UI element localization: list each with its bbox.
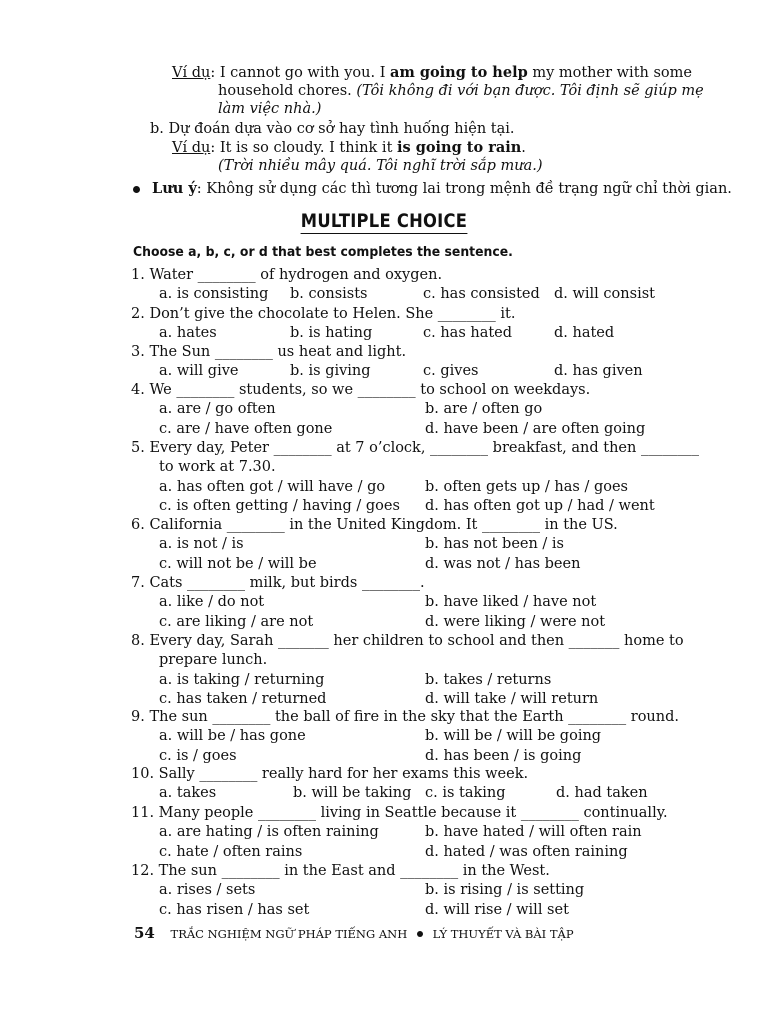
rule-b: b. Dự đoán dựa vào cơ sở hay tình huống hiện tại. xyxy=(150,121,515,137)
example-label: Ví dụ xyxy=(172,65,211,81)
question-1: 1. Water ________ of hydrogen and oxygen. xyxy=(131,267,443,283)
option-b: b. will be / will be going xyxy=(425,728,602,745)
option-b: b. is rising / is setting xyxy=(425,882,585,899)
example-1-emphasis: am going to help xyxy=(390,64,528,81)
question-2: 2. Don’t give the chocolate to Helen. She ________ it. xyxy=(131,306,516,322)
note-label: Lưu ý xyxy=(152,180,197,197)
option-c: c. is often getting / having / goes xyxy=(159,497,400,514)
option-b: b. has not been / is xyxy=(425,536,565,553)
option-d: d. will consist xyxy=(554,286,655,303)
option-b: b. is giving xyxy=(290,363,371,380)
bullet-icon xyxy=(417,931,423,937)
bullet-icon xyxy=(133,186,140,193)
question-11: 11. Many people ________ living in Seattle because it ________ continually. xyxy=(131,805,668,821)
question-9: 9. The sun ________ the ball of fire in the sky that the Earth ________ round. xyxy=(131,709,679,725)
example-1-translation-b: làm việc nhà.) xyxy=(218,101,322,117)
note-line xyxy=(152,180,732,198)
example-2-emphasis: is going to rain xyxy=(397,139,522,156)
option-a: a. are / go often xyxy=(159,401,276,418)
example-2-line-1 xyxy=(172,139,526,157)
option-b: b. are / often go xyxy=(425,401,543,418)
section-title-text: MULTIPLE CHOICE xyxy=(300,210,468,232)
option-a: a. is taking / returning xyxy=(159,671,325,688)
example-2-text: : It is so cloudy. I think it xyxy=(210,140,398,156)
option-b: b. takes / returns xyxy=(425,671,552,688)
option-c: c. are liking / are not xyxy=(159,613,314,630)
option-b: b. will be taking xyxy=(293,785,412,802)
option-c: c. has hated xyxy=(423,325,513,342)
footer-subtitle: LÝ THUYẾT VÀ BÀI TẬP xyxy=(432,927,574,941)
option-a: a. will be / has gone xyxy=(159,728,306,745)
question-5: 5. Every day, Peter ________ at 7 o’clock, ________ breakfast, and then ________ xyxy=(131,440,699,456)
question-4: 4. We ________ students, so we ________ to school on weekdays. xyxy=(131,382,591,398)
option-d: d. hated xyxy=(554,325,615,342)
example-1-text-a: : I cannot go with you. I xyxy=(210,65,391,81)
option-d: d. has been / is going xyxy=(425,747,582,764)
instruction: Choose a, b, c, or d that best completes the sentence. xyxy=(133,244,513,260)
example-label: Ví dụ xyxy=(172,140,211,156)
question-8: 8. Every day, Sarah _______ her children to school and then _______ home to xyxy=(131,633,684,649)
option-a: a. is not / is xyxy=(159,536,244,553)
option-c: c. will not be / will be xyxy=(159,555,317,572)
page-number: 54 xyxy=(134,924,155,942)
question-10: 10. Sally ________ really hard for her exams this week. xyxy=(131,766,529,782)
option-d: d. has often got up / had / went xyxy=(425,497,655,514)
option-b: b. have hated / will often rain xyxy=(425,824,642,841)
option-a: a. are hating / is often raining xyxy=(159,824,379,841)
example-1-text-b: my mother with some xyxy=(527,65,692,81)
option-d: d. was not / has been xyxy=(425,555,581,572)
option-c: c. hate / often rains xyxy=(159,843,303,860)
option-b: b. have liked / have not xyxy=(425,594,597,611)
option-b: b. consists xyxy=(290,286,368,303)
question-12: 12. The sun ________ in the East and ________ in the West. xyxy=(131,863,550,879)
section-title xyxy=(54,210,714,232)
question-6: 6. California ________ in the United Kingdom. It ________ in the US. xyxy=(131,517,618,533)
option-d: d. had taken xyxy=(556,785,648,802)
option-a: a. is consisting xyxy=(159,286,269,303)
option-d: d. hated / was often raining xyxy=(425,843,628,860)
option-a: a. hates xyxy=(159,325,217,342)
option-c: c. has consisted xyxy=(423,286,540,303)
example-1-line-1 xyxy=(172,64,692,82)
question-7: 7. Cats ________ milk, but birds ________. xyxy=(131,575,425,591)
example-2-end: . xyxy=(521,140,526,156)
option-c: c. is taking xyxy=(425,785,506,802)
option-b: b. often gets up / has / goes xyxy=(425,478,628,495)
question-5-continued: to work at 7.30. xyxy=(159,459,276,476)
option-c: c. has taken / returned xyxy=(159,690,327,707)
option-c: c. are / have often gone xyxy=(159,420,333,437)
option-a: a. will give xyxy=(159,363,239,380)
option-d: d. have been / are often going xyxy=(425,420,646,437)
example-1-text-c: household chores. xyxy=(218,83,357,99)
example-1-translation-a: (Tôi không đi với bạn được. Tôi định sẽ giúp mẹ xyxy=(356,83,704,99)
option-c: c. is / goes xyxy=(159,747,237,764)
question-8-continued: prepare lunch. xyxy=(159,652,268,669)
option-c: c. gives xyxy=(423,363,479,380)
option-a: a. takes xyxy=(159,785,217,802)
option-d: d. will take / will return xyxy=(425,690,599,707)
option-d: d. has given xyxy=(554,363,643,380)
question-3: 3. The Sun ________ us heat and light. xyxy=(131,344,407,360)
note-text: : Không sử dụng các thì tương lai trong mệnh đề trạng ngữ chỉ thời gian. xyxy=(196,181,732,197)
option-a: a. rises / sets xyxy=(159,882,256,899)
option-a: a. has often got / will have / go xyxy=(159,478,386,495)
footer-book-title: TRẮC NGHIỆM NGỮ PHÁP TIẾNG ANH xyxy=(170,927,408,941)
option-a: a. like / do not xyxy=(159,594,265,611)
option-b: b. is hating xyxy=(290,325,373,342)
option-c: c. has risen / has set xyxy=(159,901,310,918)
page-footer xyxy=(134,924,574,942)
option-d: d. will rise / will set xyxy=(425,901,569,918)
example-1-line-2 xyxy=(218,82,704,100)
option-d: d. were liking / were not xyxy=(425,613,606,630)
example-2-translation: (Trời nhiều mây quá. Tôi nghĩ trời sắp mưa.) xyxy=(218,158,543,174)
